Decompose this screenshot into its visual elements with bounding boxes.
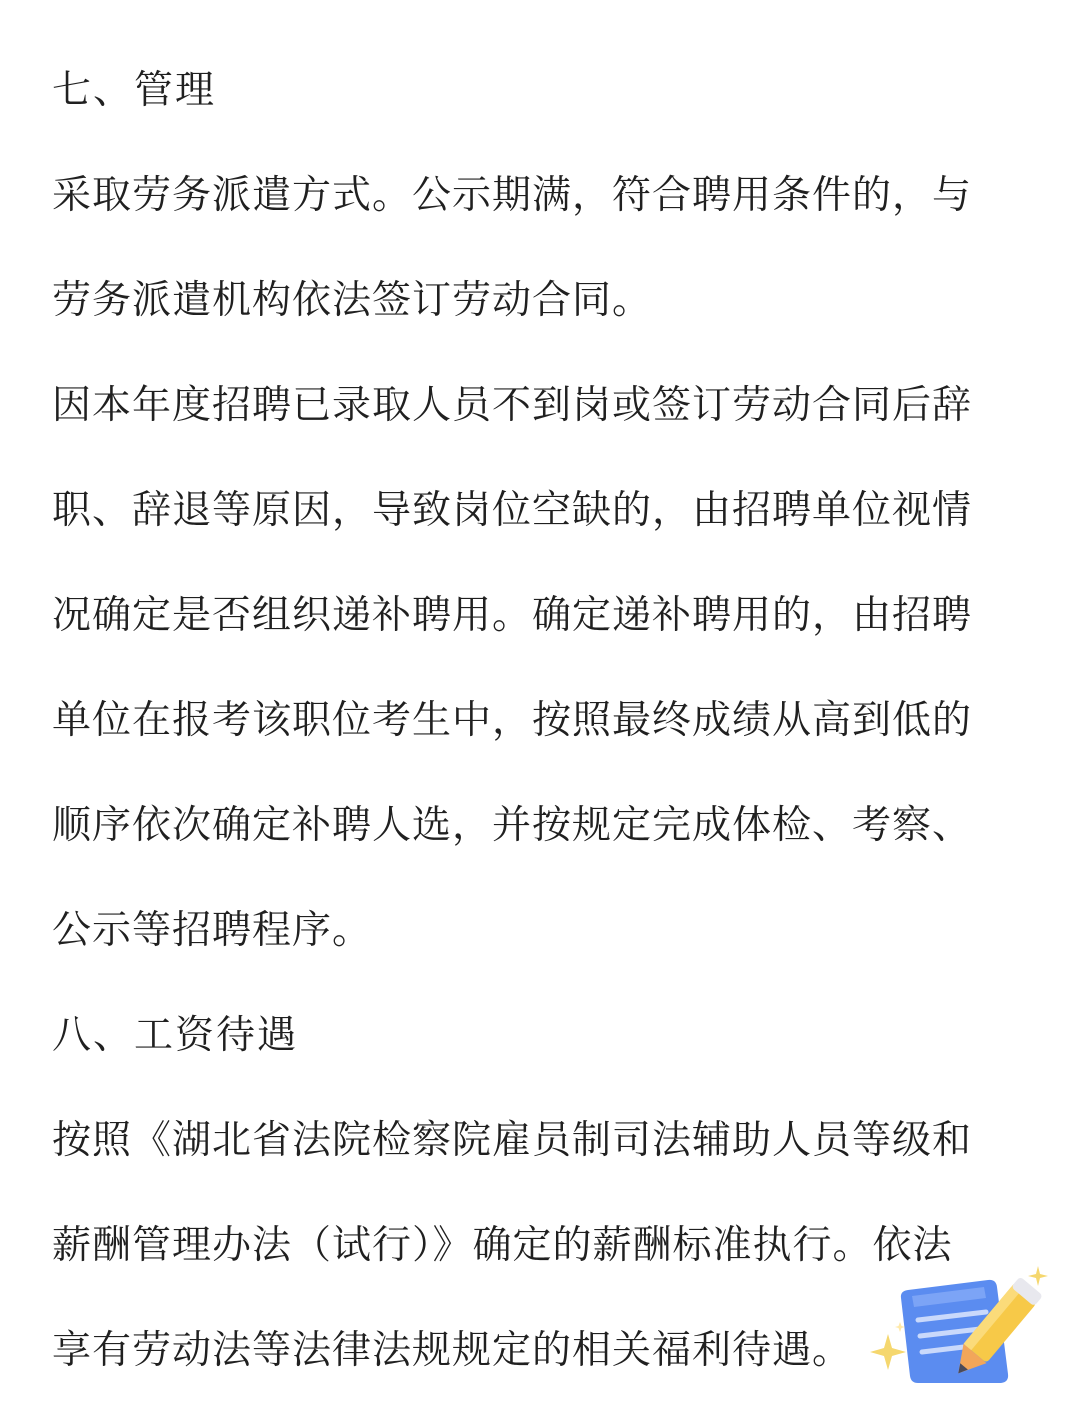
paragraph-line: 按照《湖北省法院检察院雇员制司法辅助人员等级和 bbox=[52, 1118, 973, 1163]
paragraph-line: 享有劳动法等法律法规规定的相关福利待遇。 bbox=[52, 1328, 853, 1373]
article-body bbox=[52, 38, 1028, 1403]
section-heading-salary: 八、工资待遇 bbox=[52, 1013, 299, 1058]
paragraph-line: 单位在报考该职位考生中，按照最终成绩从高到低的 bbox=[52, 698, 973, 743]
paragraph-line: 采取劳务派遣方式。公示期满，符合聘用条件的，与 bbox=[52, 173, 973, 218]
paragraph-line: 职、辞退等原因，导致岗位空缺的，由招聘单位视情 bbox=[52, 488, 973, 533]
section-heading-management: 七、管理 bbox=[52, 68, 217, 113]
document-pencil-icon bbox=[868, 1262, 1058, 1383]
paragraph-line: 况确定是否组织递补聘用。确定递补聘用的，由招聘 bbox=[52, 593, 973, 638]
paragraph-dispatch bbox=[52, 143, 1028, 353]
paragraph-line: 公示等招聘程序。 bbox=[52, 908, 373, 953]
paragraph-vacancy-fill bbox=[52, 353, 1028, 983]
paragraph-line: 劳务派遣机构依法签订劳动合同。 bbox=[52, 278, 653, 323]
paragraph-line: 因本年度招聘已录取人员不到岗或签订劳动合同后辞 bbox=[52, 383, 973, 428]
paragraph-line: 薪酬管理办法（试行）》确定的薪酬标准执行。依法 bbox=[52, 1223, 953, 1268]
paragraph-line: 顺序依次确定补聘人选，并按规定完成体检、考察、 bbox=[52, 803, 973, 848]
